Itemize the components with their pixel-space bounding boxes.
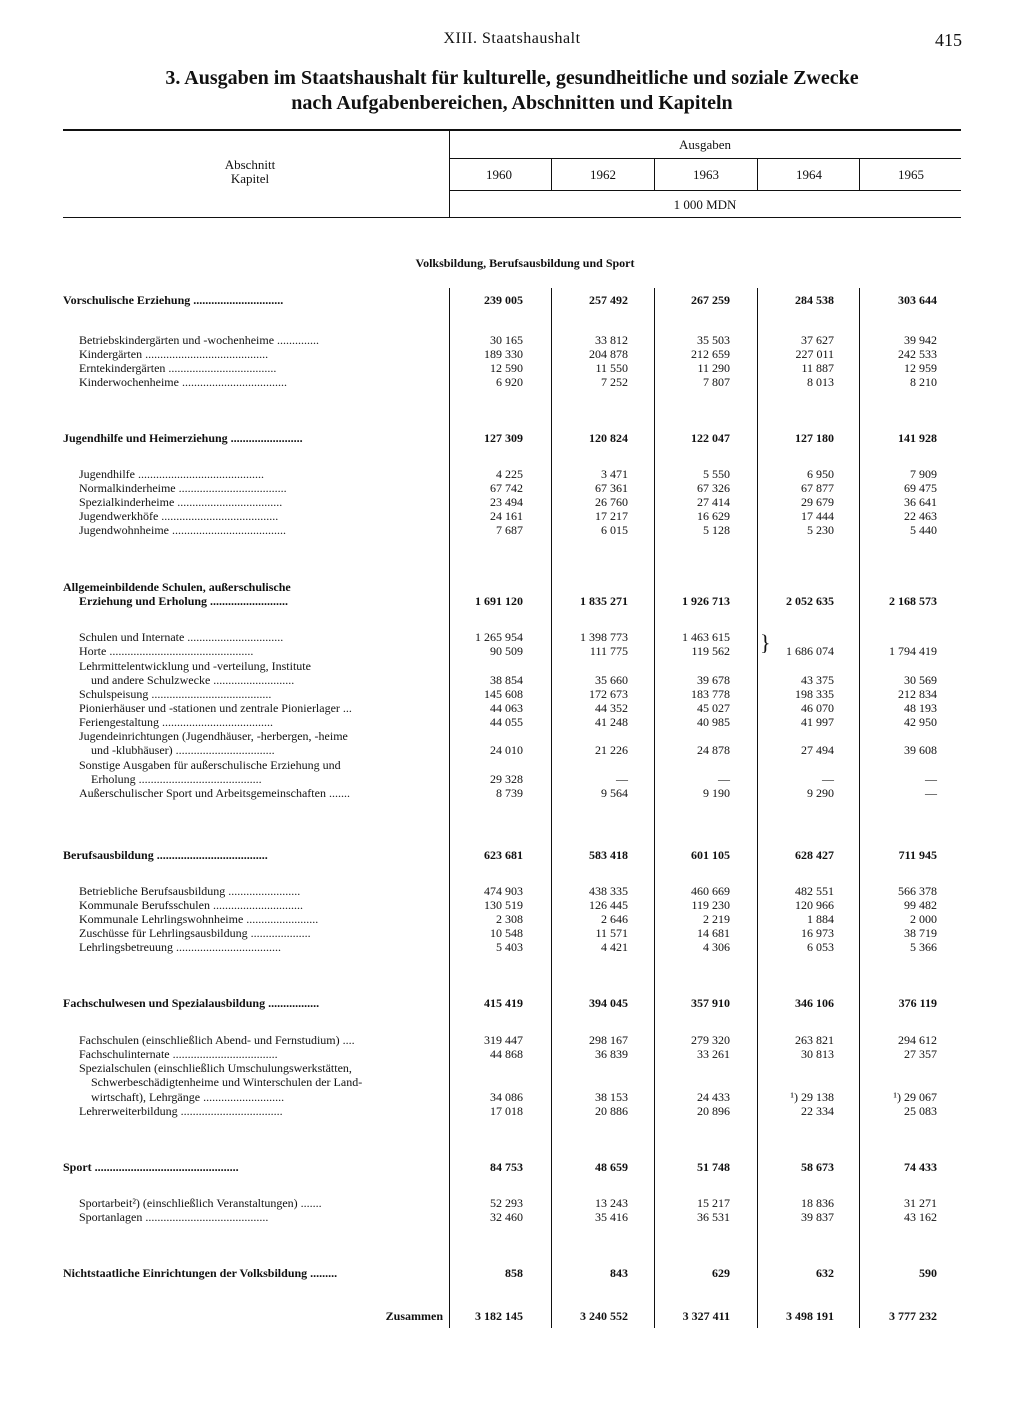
cell-1963: 2 219: [703, 912, 730, 926]
cell-1960: 10 548: [490, 926, 523, 940]
row-label: Jugendwohnheime ......................................: [79, 523, 286, 537]
title-line-1: 3. Ausgaben im Staatshaushalt für kulturelle, gesundheitliche und soziale Zwecke: [165, 67, 859, 89]
table-title: [60, 66, 964, 116]
cell-1965: 43 162: [904, 1210, 937, 1224]
cell-1964: 11 887: [801, 361, 834, 375]
cell-1965: 566 378: [898, 884, 937, 898]
cell-1962: 1 398 773: [580, 630, 628, 644]
cell-1963: 7 807: [703, 375, 730, 389]
cell-1965: 69 475: [904, 481, 937, 495]
cell-1960: 4 225: [496, 467, 523, 481]
cell-1960: 189 330: [484, 347, 523, 361]
row-label: Schwerbeschädigtenheime und Winterschulen der Land-: [91, 1075, 363, 1089]
cell-1963: 40 985: [697, 715, 730, 729]
cell-1962: 843: [610, 1266, 628, 1280]
row-label: Sportarbeit²) (einschließlich Veranstaltungen) .......: [79, 1196, 322, 1210]
cell-1962: —: [616, 772, 628, 786]
table-row: [0, 509, 1024, 523]
cell-1965: 2 168 573: [889, 594, 937, 608]
table-row: [0, 1210, 1024, 1224]
cell-1960: 7 687: [496, 523, 523, 537]
table-row: [0, 715, 1024, 729]
cell-1963: 183 778: [691, 687, 730, 701]
cell-1960: 8 739: [496, 786, 523, 800]
cell-1963: 24 878: [697, 743, 730, 757]
table-row: [0, 361, 1024, 375]
row-label: Lehrlingsbetreuung ...................................: [79, 940, 281, 954]
cell-1965: 42 950: [904, 715, 937, 729]
cell-1960: 474 903: [484, 884, 523, 898]
cell-1965: 36 641: [904, 495, 937, 509]
header-year-divider: [654, 158, 655, 190]
cell-1965: 7 909: [910, 467, 937, 481]
page-number: 415: [935, 30, 962, 50]
cell-1960: 38 854: [490, 673, 523, 687]
cell-1965: 38 719: [904, 926, 937, 940]
cell-1964: 628 427: [795, 848, 834, 862]
row-label: Schulen und Internate ................................: [79, 630, 284, 644]
header-unit: 1 000 MDN: [673, 197, 737, 212]
table-row-heading: [0, 996, 1024, 1010]
cell-1962: 11 550: [595, 361, 628, 375]
cell-1960: 130 519: [484, 898, 523, 912]
cell-1962: 438 335: [589, 884, 628, 898]
table-row: [0, 467, 1024, 481]
table-row-heading: [0, 580, 1024, 594]
cell-1964: 284 538: [795, 293, 834, 307]
cell-1964: 346 106: [795, 996, 834, 1010]
table-row: [0, 687, 1024, 701]
cell-1965: 3 777 232: [889, 1309, 937, 1323]
cell-1962: 583 418: [589, 848, 628, 862]
cell-1965: 303 644: [898, 293, 937, 307]
row-label: Lehrmittelentwicklung und -verteilung, Institute: [79, 659, 311, 673]
row-label: Schulspeisung ........................................: [79, 687, 272, 701]
header-year-1965: 1965: [898, 167, 924, 182]
cell-1965: 30 569: [904, 673, 937, 687]
cell-1962: 35 660: [595, 673, 628, 687]
row-label: Feriengestaltung .....................................: [79, 715, 273, 729]
cell-1964: 9 290: [807, 786, 834, 800]
cell-1963: 45 027: [697, 701, 730, 715]
cell-1963: 3 327 411: [682, 1309, 730, 1323]
row-label: und -klubhäuser) .................................: [91, 743, 275, 757]
cell-1963: 119 562: [691, 644, 730, 658]
cell-1964: —: [822, 772, 834, 786]
row-label: Außerschulischer Sport und Arbeitsgemeinschaften .......: [79, 786, 350, 800]
cell-1960: 3 182 145: [475, 1309, 523, 1323]
cell-1963: 267 259: [691, 293, 730, 307]
table-row-heading: [0, 1266, 1024, 1280]
header-year-divider: [859, 158, 860, 190]
table-row: [0, 1104, 1024, 1118]
cell-1964: 3 498 191: [786, 1309, 834, 1323]
cell-1962: 38 153: [595, 1090, 628, 1104]
cell-1964: 2 052 635: [786, 594, 834, 608]
running-head: XIII. Staatshaushalt: [443, 30, 581, 47]
row-label: Betriebskindergärten und -wochenheime ..............: [79, 333, 320, 347]
cell-1960: 127 309: [484, 431, 523, 445]
cell-1964: 18 836: [801, 1196, 834, 1210]
cell-1964: 263 821: [795, 1033, 834, 1047]
row-label: Sonstige Ausgaben für außerschulische Erziehung und: [79, 758, 341, 772]
cell-1965: 12 959: [904, 361, 937, 375]
cell-1962: 26 760: [595, 495, 628, 509]
table-row: [0, 729, 1024, 743]
cell-1964: 1 884: [807, 912, 834, 926]
cell-1963: 122 047: [691, 431, 730, 445]
cell-1965: 99 482: [904, 898, 937, 912]
cell-1960: 44 868: [490, 1047, 523, 1061]
cell-1963: 9 190: [703, 786, 730, 800]
cell-1965: —: [925, 772, 937, 786]
row-label: Kindergärten .........................................: [79, 347, 269, 361]
table-row: [0, 644, 1024, 658]
table-row-heading: [0, 1309, 1024, 1323]
cell-1962: 7 252: [601, 375, 628, 389]
cell-1963: 15 217: [697, 1196, 730, 1210]
cell-1963: 601 105: [691, 848, 730, 862]
row-label: Kommunale Lehrlingswohnheime ........................: [79, 912, 319, 926]
title-line-2: nach Aufgabenbereichen, Abschnitten und Kapiteln: [291, 92, 733, 114]
cell-1962: 17 217: [595, 509, 628, 523]
cell-1962: 3 471: [601, 467, 628, 481]
cell-1960: 34 086: [490, 1090, 523, 1104]
cell-1964: 41 997: [801, 715, 834, 729]
table-row: [0, 912, 1024, 926]
row-label: Nichtstaatliche Einrichtungen der Volksbildung .........: [63, 1266, 338, 1280]
table-row: [0, 926, 1024, 940]
cell-1960: 29 328: [490, 772, 523, 786]
cell-1964: 29 679: [801, 495, 834, 509]
cell-1965: 39 608: [904, 743, 937, 757]
cell-1960: 858: [505, 1266, 523, 1280]
table-row: [0, 347, 1024, 361]
cell-1962: 298 167: [589, 1033, 628, 1047]
cell-1963: 4 306: [703, 940, 730, 954]
cell-1960: 90 509: [490, 644, 523, 658]
row-label: Vorschulische Erziehung ..............................: [63, 293, 284, 307]
row-label: Lehrerweiterbildung ..................................: [79, 1104, 283, 1118]
table-row: [0, 1061, 1024, 1075]
table-row: [0, 898, 1024, 912]
cell-1964: 8 013: [807, 375, 834, 389]
cell-1964: 482 551: [795, 884, 834, 898]
cell-1963: 39 678: [697, 673, 730, 687]
header-year-1963: 1963: [693, 167, 719, 182]
row-label: Sportanlagen .........................................: [79, 1210, 269, 1224]
cell-1962: 13 243: [595, 1196, 628, 1210]
cell-1964: 39 837: [801, 1210, 834, 1224]
row-label: Zuschüsse für Lehrlingsausbildung ....................: [79, 926, 311, 940]
row-label: Jugendhilfe und Heimerziehung ........................: [63, 431, 303, 445]
cell-1963: 20 896: [697, 1104, 730, 1118]
cell-1962: 9 564: [601, 786, 628, 800]
table-row: [0, 772, 1024, 786]
cell-1962: 394 045: [589, 996, 628, 1010]
cell-1960: 145 608: [484, 687, 523, 701]
cell-1963: 5 550: [703, 467, 730, 481]
cell-1965: 2 000: [910, 912, 937, 926]
cell-1965: 74 433: [904, 1160, 937, 1174]
cell-1960: 24 010: [490, 743, 523, 757]
cell-1964: 30 813: [801, 1047, 834, 1061]
cell-1963: 36 531: [697, 1210, 730, 1224]
header-top-rule: [63, 129, 961, 131]
row-label: Spezialkinderheime ...................................: [79, 495, 283, 509]
cell-1962: 21 226: [595, 743, 628, 757]
cell-1962: 4 421: [601, 940, 628, 954]
cell-1960: 44 063: [490, 701, 523, 715]
cell-1965: 25 083: [904, 1104, 937, 1118]
row-label: Kinderwochenheime ...................................: [79, 375, 287, 389]
cell-1964: 127 180: [795, 431, 834, 445]
cell-1963: 460 669: [691, 884, 730, 898]
table-row: [0, 659, 1024, 673]
cell-1964: 6 053: [807, 940, 834, 954]
table-row: [0, 743, 1024, 757]
row-label: Fachschulen (einschließlich Abend- und Fernstudium) ....: [79, 1033, 355, 1047]
table-row-heading: [0, 293, 1024, 307]
header-year-1960: 1960: [486, 167, 512, 182]
cell-1965: 5 366: [910, 940, 937, 954]
cell-1963: 1 463 615: [682, 630, 730, 644]
section-title: Volksbildung, Berufsausbildung und Sport: [415, 256, 635, 270]
cell-1964: 43 375: [801, 673, 834, 687]
row-label: Allgemeinbildende Schulen, außerschulische: [63, 580, 291, 594]
table-row-heading: [0, 848, 1024, 862]
cell-1962: 204 878: [589, 347, 628, 361]
cell-1964: 16 973: [801, 926, 834, 940]
cell-1963: 16 629: [697, 509, 730, 523]
cell-1964: 67 877: [801, 481, 834, 495]
table-row: [0, 940, 1024, 954]
table-row: [0, 523, 1024, 537]
row-label: Fachschulwesen und Spezialausbildung .................: [63, 996, 320, 1010]
cell-1965: 39 942: [904, 333, 937, 347]
cell-1965: 242 533: [898, 347, 937, 361]
row-label: Horte ................................................: [79, 644, 254, 658]
cell-1964: 27 494: [801, 743, 834, 757]
cell-1960: 5 403: [496, 940, 523, 954]
cell-1960: 239 005: [484, 293, 523, 307]
brace-mark: }: [760, 630, 771, 655]
cell-1960: 30 165: [490, 333, 523, 347]
cell-1960: 23 494: [490, 495, 523, 509]
table-row: [0, 673, 1024, 687]
cell-1965: 212 834: [898, 687, 937, 701]
cell-1962: 67 361: [595, 481, 628, 495]
row-label: wirtschaft), Lehrgänge ...........................: [91, 1090, 285, 1104]
row-label: Kommunale Berufsschulen ..............................: [79, 898, 303, 912]
cell-1960: 319 447: [484, 1033, 523, 1047]
cell-1963: 279 320: [691, 1033, 730, 1047]
cell-1963: 212 659: [691, 347, 730, 361]
cell-1965: ¹) 29 067: [893, 1090, 937, 1104]
header-stub-line-1: Abschnitt: [224, 157, 276, 172]
row-label: Jugendhilfe ..........................................: [79, 467, 264, 481]
cell-1963: 11 290: [697, 361, 730, 375]
cell-1963: 24 433: [697, 1090, 730, 1104]
cell-1963: 67 326: [697, 481, 730, 495]
header-spanner: Ausgaben: [679, 137, 731, 152]
cell-1965: 27 357: [904, 1047, 937, 1061]
cell-1965: 48 193: [904, 701, 937, 715]
cell-1962: 2 646: [601, 912, 628, 926]
cell-1963: 14 681: [697, 926, 730, 940]
cell-1964: 198 335: [795, 687, 834, 701]
row-label: Pionierhäuser und -stationen und zentrale Pionierlager ...: [79, 701, 352, 715]
row-label: Jugendeinrichtungen (Jugendhäuser, -herbergen, -heime: [79, 729, 348, 743]
cell-1960: 44 055: [490, 715, 523, 729]
header-stub-line-2: Kapitel: [230, 171, 270, 186]
row-label: Jugendwerkhöfe .......................................: [79, 509, 279, 523]
cell-1964: 120 966: [795, 898, 834, 912]
cell-1964: 632: [816, 1266, 834, 1280]
header-rule-1: [449, 158, 961, 159]
row-label: Sport ................................................: [63, 1160, 239, 1174]
cell-1964: 58 673: [801, 1160, 834, 1174]
row-label: Betriebliche Berufsausbildung ........................: [79, 884, 301, 898]
cell-1964: 46 070: [801, 701, 834, 715]
cell-1962: 35 416: [595, 1210, 628, 1224]
cell-1962: 44 352: [595, 701, 628, 715]
cell-1965: 141 928: [898, 431, 937, 445]
cell-1962: 3 240 552: [580, 1309, 628, 1323]
table-row: [0, 495, 1024, 509]
cell-1963: 119 230: [691, 898, 730, 912]
cell-1962: 11 571: [595, 926, 628, 940]
table-row: [0, 786, 1024, 800]
header-year-divider: [757, 158, 758, 190]
row-label: Erziehung und Erholung ..........................: [79, 594, 289, 608]
cell-1965: 294 612: [898, 1033, 937, 1047]
cell-1964: 22 334: [801, 1104, 834, 1118]
table-row: [0, 375, 1024, 389]
header-year-1964: 1964: [796, 167, 822, 182]
table-row: [0, 630, 1024, 644]
cell-1962: 1 835 271: [580, 594, 628, 608]
table-row: [0, 333, 1024, 347]
row-label: Berufsausbildung .....................................: [63, 848, 268, 862]
header-stub: [150, 158, 350, 186]
cell-1965: 31 271: [904, 1196, 937, 1210]
cell-1960: 415 419: [484, 996, 523, 1010]
table-row: [0, 1047, 1024, 1061]
row-label: und andere Schulzwecke ...........................: [91, 673, 295, 687]
row-label: Zusammen: [385, 1309, 443, 1323]
cell-1965: 22 463: [904, 509, 937, 523]
cell-1964: 37 627: [801, 333, 834, 347]
cell-1964: 17 444: [801, 509, 834, 523]
cell-1962: 33 812: [595, 333, 628, 347]
table-row: [0, 884, 1024, 898]
cell-1965: 1 794 419: [889, 644, 937, 658]
table-row: [0, 758, 1024, 772]
cell-1963: —: [718, 772, 730, 786]
table-row: [0, 1196, 1024, 1210]
cell-1963: 27 414: [697, 495, 730, 509]
cell-1964: 227 011: [795, 347, 834, 361]
cell-1962: 172 673: [589, 687, 628, 701]
cell-1965: 590: [919, 1266, 937, 1280]
header-year-1962: 1962: [590, 167, 616, 182]
cell-1960: 84 753: [490, 1160, 523, 1174]
header-bottom-rule: [63, 217, 961, 218]
cell-1962: 6 015: [601, 523, 628, 537]
cell-1962: 126 445: [589, 898, 628, 912]
cell-1965: 376 119: [898, 996, 937, 1010]
header-rule-2: [449, 190, 961, 191]
cell-1960: 6 920: [496, 375, 523, 389]
row-label: Fachschulinternate ...................................: [79, 1047, 278, 1061]
table-row: [0, 1090, 1024, 1104]
table-row: [0, 701, 1024, 715]
row-label: Erholung .........................................: [91, 772, 262, 786]
cell-1962: 20 886: [595, 1104, 628, 1118]
cell-1960: 623 681: [484, 848, 523, 862]
cell-1963: 35 503: [697, 333, 730, 347]
row-label: Normalkinderheime ....................................: [79, 481, 287, 495]
table-row: [0, 481, 1024, 495]
cell-1963: 5 128: [703, 523, 730, 537]
table-row-heading: [0, 431, 1024, 445]
cell-1964: 5 230: [807, 523, 834, 537]
cell-1960: 1 691 120: [475, 594, 523, 608]
cell-1964: ¹) 29 138: [790, 1090, 834, 1104]
cell-1962: 257 492: [589, 293, 628, 307]
cell-1963: 51 748: [697, 1160, 730, 1174]
cell-1964: 1 686 074: [786, 644, 834, 658]
table-row: [0, 1033, 1024, 1047]
cell-1962: 111 775: [589, 644, 628, 658]
row-label: Spezialschulen (einschließlich Umschulungswerkstätten,: [79, 1061, 352, 1075]
table-row-heading: [0, 1160, 1024, 1174]
cell-1960: 67 742: [490, 481, 523, 495]
cell-1962: 48 659: [595, 1160, 628, 1174]
cell-1965: 8 210: [910, 375, 937, 389]
cell-1960: 12 590: [490, 361, 523, 375]
table-row: [0, 1075, 1024, 1089]
cell-1965: 711 945: [898, 848, 937, 862]
cell-1963: 1 926 713: [682, 594, 730, 608]
cell-1963: 33 261: [697, 1047, 730, 1061]
header-year-divider: [551, 158, 552, 190]
cell-1960: 52 293: [490, 1196, 523, 1210]
cell-1960: 17 018: [490, 1104, 523, 1118]
cell-1962: 120 824: [589, 431, 628, 445]
cell-1965: —: [925, 786, 937, 800]
cell-1960: 2 308: [496, 912, 523, 926]
cell-1960: 32 460: [490, 1210, 523, 1224]
cell-1960: 1 265 954: [475, 630, 523, 644]
cell-1965: 5 440: [910, 523, 937, 537]
row-label: Erntekindergärten ....................................: [79, 361, 277, 375]
cell-1962: 36 839: [595, 1047, 628, 1061]
cell-1960: 24 161: [490, 509, 523, 523]
cell-1964: 6 950: [807, 467, 834, 481]
table-row-heading: [0, 594, 1024, 608]
cell-1963: 357 910: [691, 996, 730, 1010]
cell-1962: 41 248: [595, 715, 628, 729]
cell-1963: 629: [712, 1266, 730, 1280]
